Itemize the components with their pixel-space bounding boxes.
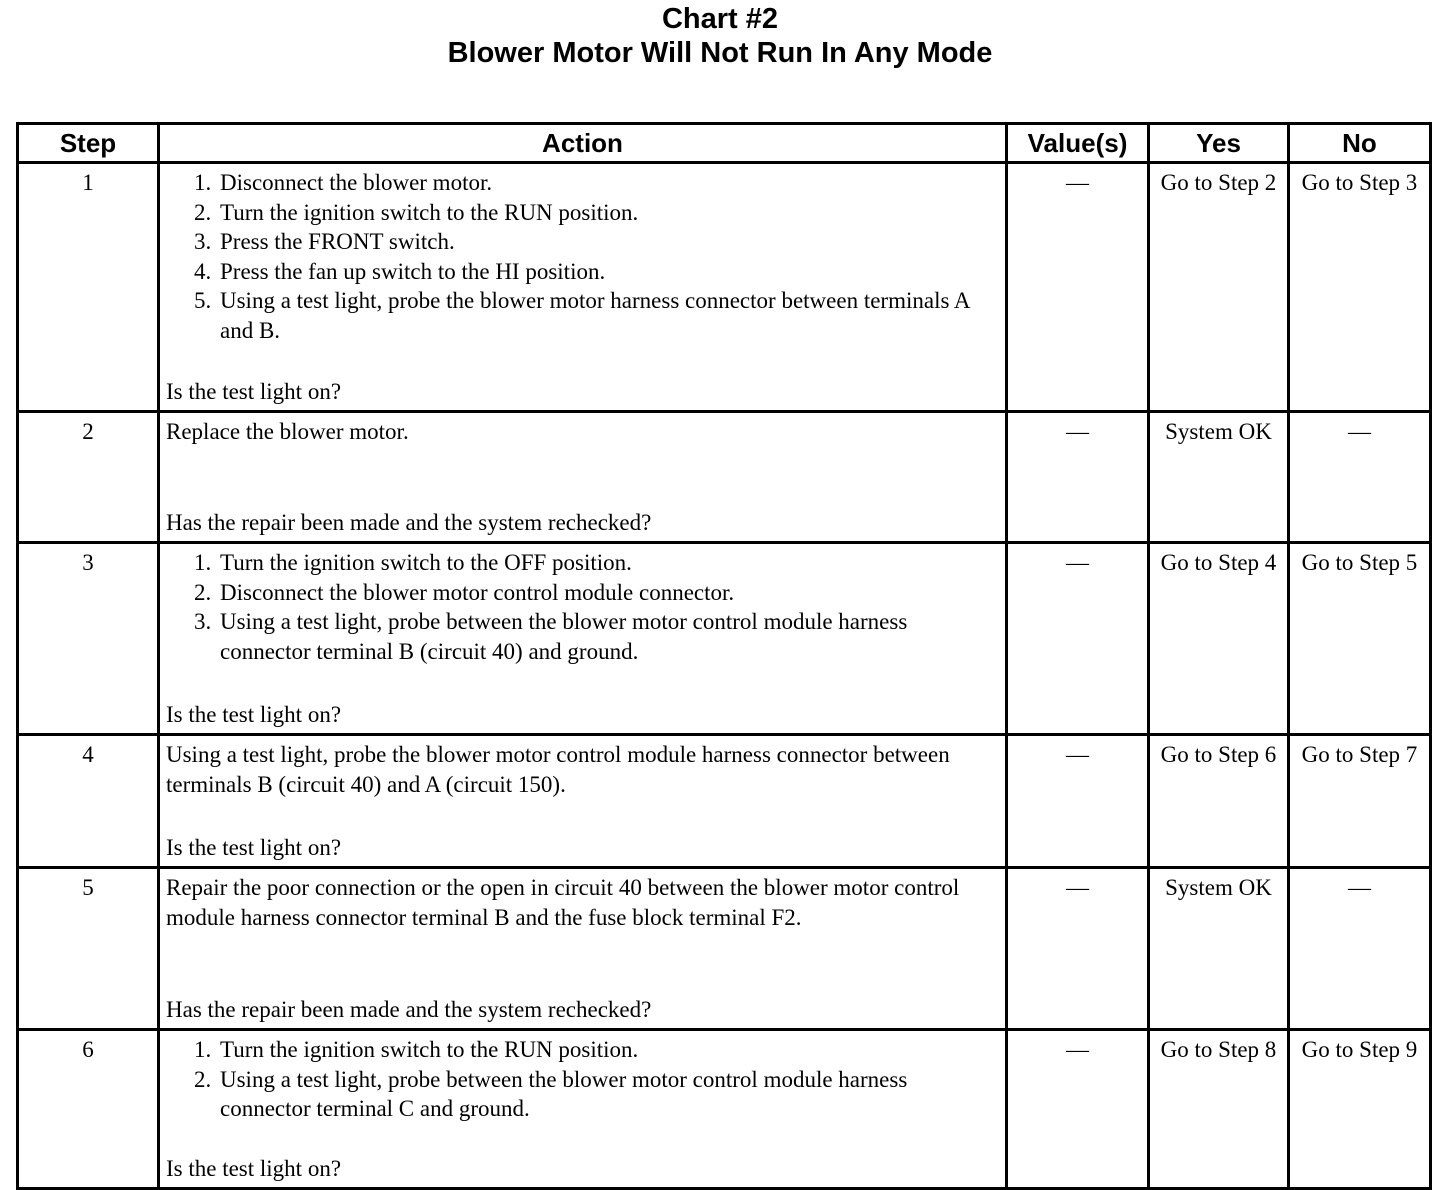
step-cell: 3 <box>18 543 159 735</box>
header-step: Step <box>18 124 159 163</box>
action-steps-list <box>166 1035 999 1124</box>
action-step-number: 3. <box>194 609 212 634</box>
action-text: Replace the blower motor. <box>166 419 409 444</box>
values-cell: — <box>1007 543 1149 735</box>
no-outcome: Go to Step 3 <box>1301 170 1418 195</box>
action-step-text: Disconnect the blower motor control module connector. <box>220 579 735 605</box>
yes-cell <box>1149 412 1289 543</box>
yes-outcome: System OK <box>1165 419 1272 444</box>
action-steps-list <box>166 168 999 345</box>
values-cell: — <box>1007 412 1149 543</box>
step-cell: 4 <box>18 735 159 868</box>
action-step-item <box>194 548 999 578</box>
action-question: Has the repair been made and the system rechecked? <box>166 996 652 1022</box>
table-row <box>18 543 1431 735</box>
yes-cell <box>1149 1030 1289 1189</box>
no-outcome: Go to Step 7 <box>1301 742 1418 767</box>
values-cell: — <box>1007 1030 1149 1189</box>
values-cell: — <box>1007 868 1149 1030</box>
table-row <box>18 163 1431 412</box>
action-step-number: 1. <box>194 550 212 575</box>
yes-outcome: Go to Step 4 <box>1160 550 1277 575</box>
action-step-item <box>194 578 999 608</box>
no-cell <box>1289 412 1431 543</box>
header-values: Value(s) <box>1007 124 1149 163</box>
action-cell <box>159 1030 1007 1189</box>
action-step-number: 5. <box>194 288 212 313</box>
step-cell: 2 <box>18 412 159 543</box>
yes-cell <box>1149 163 1289 412</box>
action-step-text: Turn the ignition switch to the RUN position. <box>220 1037 639 1062</box>
action-step-number: 1. <box>194 1037 212 1062</box>
action-step-item <box>194 1035 999 1065</box>
action-question: Is the test light on? <box>166 378 342 404</box>
action-steps-list <box>166 548 999 666</box>
action-step-text: Press the FRONT switch. <box>220 229 455 254</box>
step-cell: 5 <box>18 868 159 1030</box>
yes-outcome: Go to Step 2 <box>1160 170 1277 195</box>
header-row <box>18 124 1431 163</box>
action-step-number: 3. <box>194 229 212 254</box>
yes-cell <box>1149 543 1289 735</box>
action-step-item <box>194 227 999 257</box>
no-outcome: — <box>1348 419 1371 444</box>
action-step-number: 2. <box>194 579 212 605</box>
action-step-text: Turn the ignition switch to the OFF position. <box>220 550 632 575</box>
action-step-number: 4. <box>194 258 212 284</box>
action-question: Has the repair been made and the system rechecked? <box>166 509 652 535</box>
action-question: Is the test light on? <box>166 834 342 860</box>
table-row <box>18 1030 1431 1189</box>
values-cell: — <box>1007 163 1149 412</box>
no-outcome: Go to Step 5 <box>1301 550 1418 575</box>
action-cell <box>159 868 1007 1030</box>
action-step-item <box>194 286 999 345</box>
header-yes: Yes <box>1149 124 1289 163</box>
action-step-number: 2. <box>194 199 212 225</box>
action-question: Is the test light on? <box>166 701 342 727</box>
action-cell <box>159 543 1007 735</box>
header-action: Action <box>159 124 1007 163</box>
yes-outcome: Go to Step 8 <box>1160 1037 1277 1062</box>
no-cell <box>1289 868 1431 1030</box>
no-outcome: — <box>1348 875 1371 900</box>
action-cell <box>159 412 1007 543</box>
action-step-text: Disconnect the blower motor. <box>220 170 493 195</box>
action-step-item <box>194 607 999 666</box>
no-cell <box>1289 163 1431 412</box>
action-step-number: 1. <box>194 170 212 195</box>
no-cell <box>1289 543 1431 735</box>
no-outcome: Go to Step 9 <box>1301 1037 1418 1062</box>
action-cell <box>159 163 1007 412</box>
action-text: Repair the poor connection or the open in circuit 40 between the blower motor control module harness connector terminal B and the fuse block terminal F2. <box>166 875 960 930</box>
action-step-text: Using a test light, probe between the blower motor control module harness connector terminal B (circuit 40) and ground. <box>220 609 908 664</box>
yes-outcome: System OK <box>1165 875 1272 900</box>
action-cell <box>159 735 1007 868</box>
yes-cell <box>1149 868 1289 1030</box>
action-step-number: 2. <box>194 1066 212 1092</box>
no-cell <box>1289 735 1431 868</box>
action-step-text: Press the fan up switch to the HI position. <box>220 258 606 284</box>
diagnostic-table <box>16 122 1432 1190</box>
values-cell: — <box>1007 735 1149 868</box>
table-row <box>18 868 1431 1030</box>
action-step-item <box>194 257 999 287</box>
header-no: No <box>1289 124 1431 163</box>
action-step-item <box>194 198 999 228</box>
table-row <box>18 735 1431 868</box>
action-step-item <box>194 168 999 198</box>
chart-subtitle: Blower Motor Will Not Run In Any Mode <box>447 37 993 69</box>
chart-heading <box>0 2 1440 70</box>
no-cell <box>1289 1030 1431 1189</box>
step-cell: 6 <box>18 1030 159 1189</box>
action-step-item <box>194 1065 999 1124</box>
action-step-text: Using a test light, probe the blower motor harness connector between terminals A and B. <box>220 288 970 343</box>
table-row <box>18 412 1431 543</box>
action-question: Is the test light on? <box>166 1155 342 1181</box>
action-step-text: Using a test light, probe between the blower motor control module harness connector terminal C and ground. <box>220 1066 908 1121</box>
chart-title: Chart #2 <box>661 3 779 35</box>
action-step-text: Turn the ignition switch to the RUN position. <box>220 199 639 225</box>
action-text: Using a test light, probe the blower motor control module harness connector between terminals B (circuit 40) and A (circuit 150). <box>166 742 950 797</box>
yes-outcome: Go to Step 6 <box>1160 742 1277 767</box>
step-cell: 1 <box>18 163 159 412</box>
yes-cell <box>1149 735 1289 868</box>
